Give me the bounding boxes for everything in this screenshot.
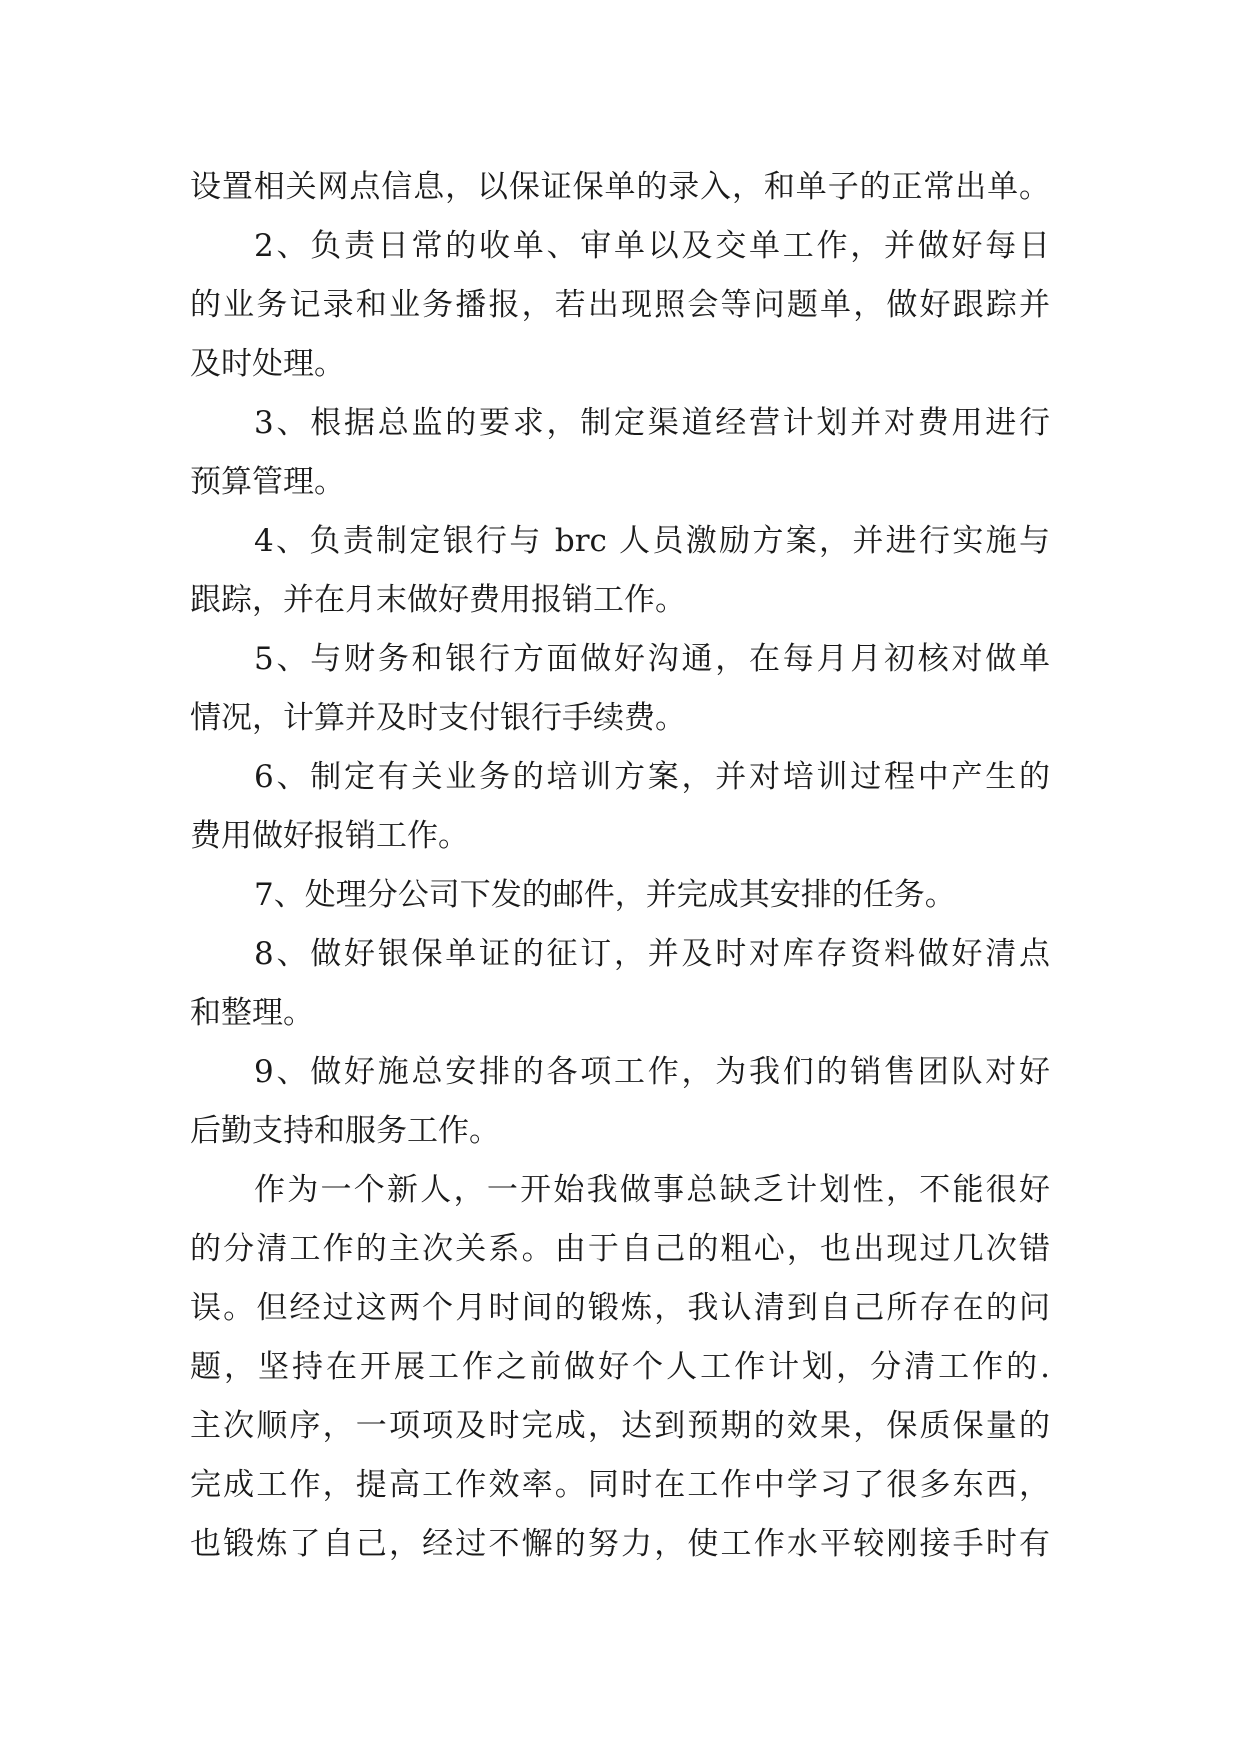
- text-line: 5、与财务和银行方面做好沟通，在每月月初核对做单: [254, 641, 1050, 677]
- text-line: 8、做好银保单证的征订，并及时对库存资料做好清点: [254, 936, 1050, 972]
- text-line: 的分清工作的主次关系。由于自己的粗心，也出现过几次错: [190, 1231, 1050, 1267]
- text-line: 题，坚持在开展工作之前做好个人工作计划，分清工作的.: [190, 1349, 1050, 1385]
- text-line: 3、根据总监的要求，制定渠道经营计划并对费用进行: [254, 405, 1050, 441]
- text-line: 完成工作，提高工作效率。同时在工作中学习了很多东西，: [190, 1467, 1050, 1503]
- text-line: 的业务记录和业务播报，若出现照会等问题单，做好跟踪并: [190, 287, 1050, 323]
- text-line: 9、做好施总安排的各项工作，为我们的销售团队对好: [254, 1054, 1050, 1090]
- document-body: [190, 158, 1050, 1574]
- text-line: 预算管理。: [190, 464, 345, 500]
- text-line: 主次顺序，一项项及时完成，达到预期的效果，保质保量的: [190, 1408, 1050, 1444]
- text-line: 作为一个新人，一开始我做事总缺乏计划性，不能很好: [254, 1172, 1050, 1208]
- text-line: 6、制定有关业务的培训方案，并对培训过程中产生的: [254, 759, 1050, 795]
- text-line: 情况，计算并及时支付银行手续费。: [190, 700, 686, 736]
- text-line: 4、负责制定银行与 brc 人员激励方案，并进行实施与: [254, 523, 1050, 559]
- text-line: 7、处理分公司下发的邮件，并完成其安排的任务。: [254, 877, 956, 913]
- text-line: 设置相关网点信息，以保证保单的录入，和单子的正常出单。: [190, 169, 1050, 205]
- text-line: 和整理。: [190, 995, 314, 1031]
- text-line: 2、负责日常的收单、审单以及交单工作，并做好每日: [254, 228, 1050, 264]
- text-line: 误。但经过这两个月时间的锻炼，我认清到自己所存在的问: [190, 1290, 1050, 1326]
- text-line: 后勤支持和服务工作。: [190, 1113, 500, 1149]
- text-line: 也锻炼了自己，经过不懈的努力，使工作水平较刚接手时有: [190, 1526, 1050, 1562]
- text-line: 跟踪，并在月末做好费用报销工作。: [190, 582, 686, 618]
- text-line: 及时处理。: [190, 346, 345, 382]
- text-line: 费用做好报销工作。: [190, 818, 469, 854]
